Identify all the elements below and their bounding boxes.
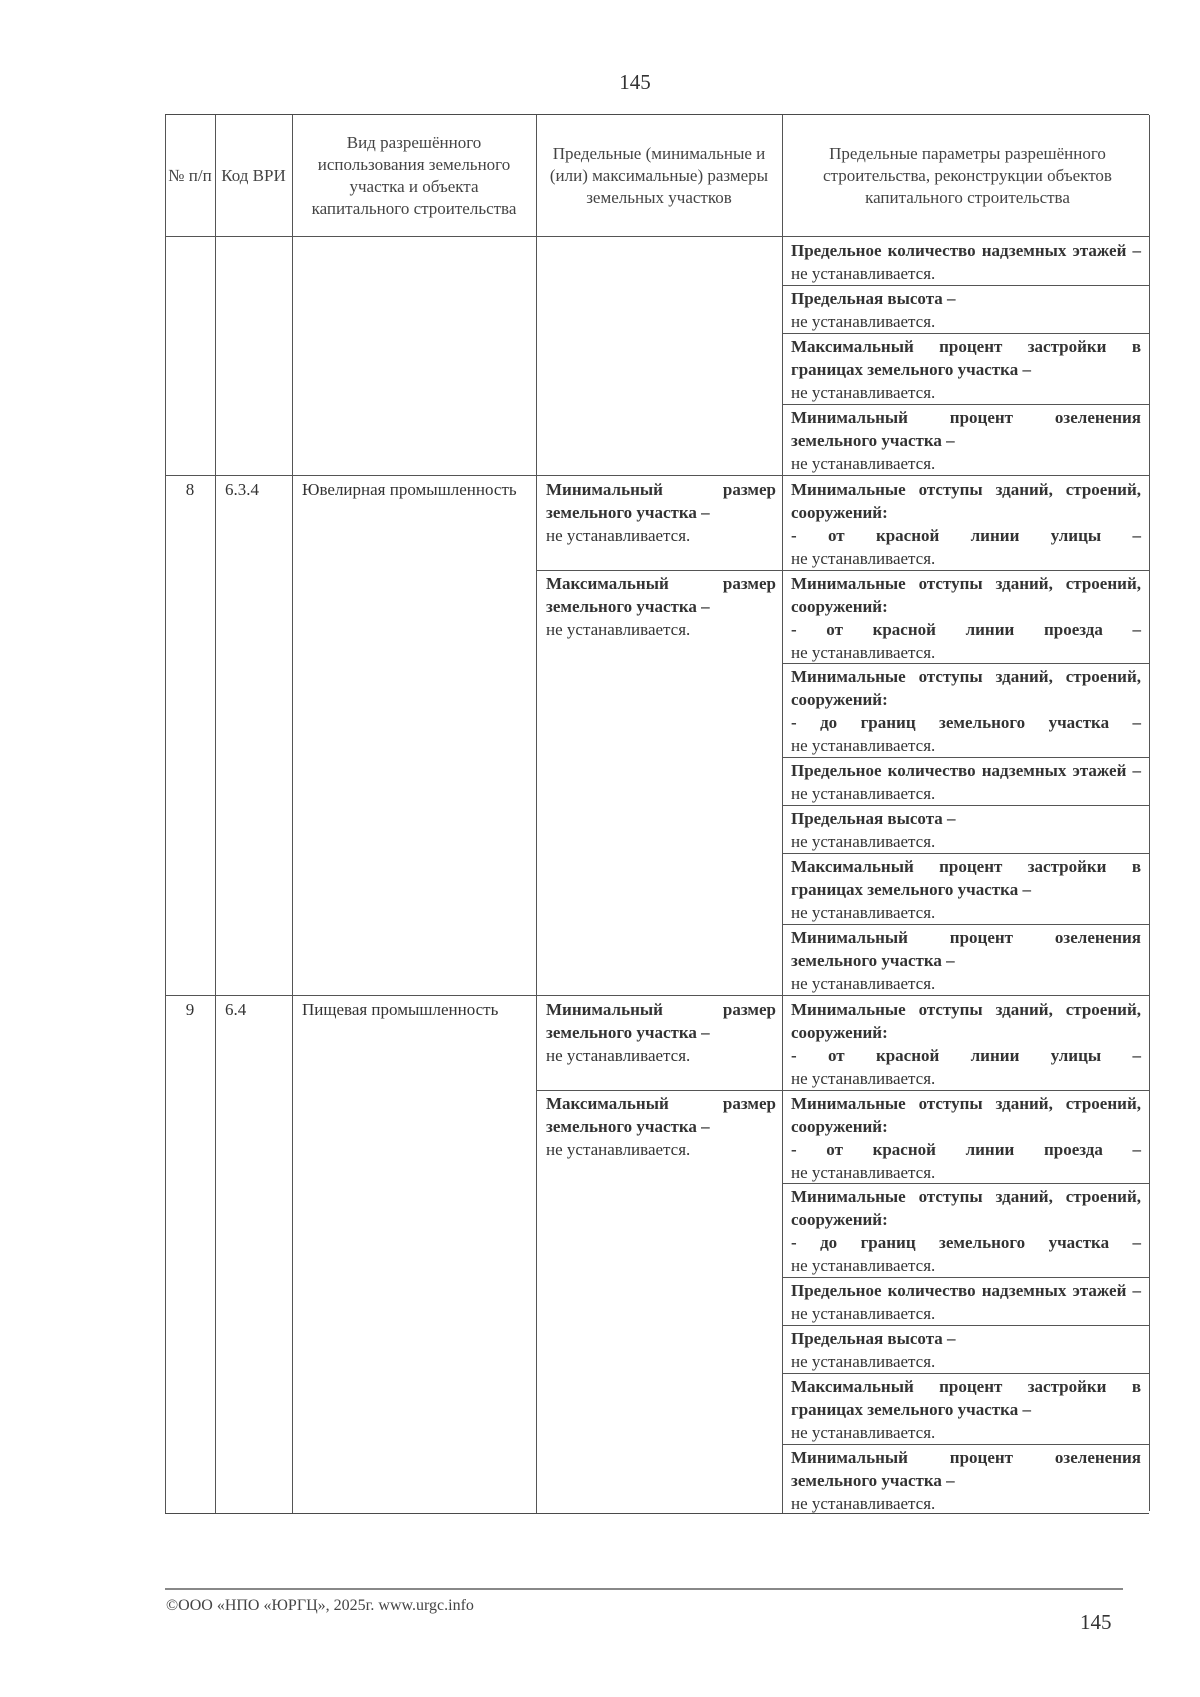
param-value: не устанавливается.: [791, 1163, 936, 1182]
param-label: Минимальные отступы зданий, строений, сооружений:: [791, 1000, 1141, 1042]
size-value: не устанавливается.: [546, 1046, 691, 1065]
header-divider: [165, 236, 1149, 237]
param-divider: [782, 1373, 1149, 1374]
col-divider: [1149, 115, 1150, 1511]
col-divider: [165, 115, 166, 1513]
footer-copyright: ©ООО «НПО «ЮРГЦ», 2025г. www.urgc.info: [166, 1597, 474, 1614]
param-sub: - от красной линии улицы –: [791, 526, 1141, 545]
param-cell: [791, 1279, 1141, 1325]
row-code: 6.4: [225, 1000, 247, 1019]
param-label: Минимальные отступы зданий, строений, сооружений:: [791, 1094, 1141, 1136]
param-value: не устанавливается.: [791, 1423, 936, 1442]
param-divider: [782, 1277, 1149, 1278]
param-label: Максимальный процент застройки в границах земельного участка –: [791, 857, 1141, 899]
row-divider: [165, 995, 1149, 996]
param-cell: [791, 855, 1141, 924]
param-divider: [782, 404, 1149, 405]
row-type: Пищевая промышленность: [302, 1000, 499, 1019]
param-cell: [791, 572, 1141, 664]
param-divider: [782, 663, 1149, 664]
col-divider: [536, 115, 537, 1513]
param-cell: [791, 335, 1141, 404]
param-value: не устанавливается.: [791, 383, 936, 402]
param-cell: [791, 478, 1141, 570]
header-params: Предельные параметры разрешённого строительства, реконструкции объектов капитального строительства: [823, 143, 1112, 207]
param-cell: [791, 759, 1141, 805]
param-value: не устанавливается.: [791, 974, 936, 993]
footer-divider: [165, 1588, 1123, 1590]
size-max-cell: [546, 572, 776, 641]
param-label: Минимальные отступы зданий, строений, сооружений:: [791, 480, 1141, 522]
col-divider: [782, 115, 783, 1513]
header-num: № п/п: [168, 165, 212, 185]
param-value: не устанавливается.: [791, 784, 936, 803]
param-divider: [782, 757, 1149, 758]
param-divider: [782, 1183, 1149, 1184]
size-min-cell: [546, 478, 776, 547]
param-label: Предельное количество надземных этажей –: [791, 241, 1141, 260]
param-divider: [782, 853, 1149, 854]
param-label: Минимальный процент озеленения земельного участка –: [791, 1448, 1141, 1490]
size-min-cell: [546, 998, 776, 1067]
regulations-table: [165, 114, 1149, 1514]
param-value: не устанавливается.: [791, 832, 936, 851]
header-sizes: Предельные (минимальные и (или) максимальные) размеры земельных участков: [549, 143, 769, 207]
size-label: Максимальный размер земельного участка –: [546, 1094, 776, 1136]
header-code: Код ВРИ: [221, 165, 286, 185]
size-value: не устанавливается.: [546, 526, 691, 545]
param-value: не устанавливается.: [791, 312, 936, 331]
param-value: не устанавливается.: [791, 1304, 936, 1323]
param-label: Предельная высота –: [791, 289, 956, 308]
page-number-top: 145: [619, 70, 651, 94]
param-value: не устанавливается.: [791, 736, 936, 755]
param-divider: [782, 285, 1149, 286]
size-divider: [536, 570, 782, 571]
col-divider: [292, 115, 293, 1513]
param-label: Минимальные отступы зданий, строений, сооружений:: [791, 667, 1141, 709]
param-cell: [791, 1375, 1141, 1444]
param-value: не устанавливается.: [791, 1069, 936, 1088]
param-cell: [791, 665, 1141, 757]
param-sub: - от красной линии проезда –: [791, 620, 1141, 639]
param-value: не устанавливается.: [791, 1256, 936, 1275]
param-label: Предельное количество надземных этажей –: [791, 1281, 1141, 1300]
page-number-bottom: 145: [1080, 1610, 1112, 1634]
param-sub: - от красной линии улицы –: [791, 1046, 1141, 1065]
param-value: не устанавливается.: [791, 549, 936, 568]
param-value: не устанавливается.: [791, 454, 936, 473]
param-sub: - от красной линии проезда –: [791, 1140, 1141, 1159]
param-divider: [782, 570, 1149, 571]
param-cell: [791, 239, 1141, 285]
param-label: Минимальный процент озеленения земельного участка –: [791, 928, 1141, 970]
param-divider: [782, 805, 1149, 806]
size-value: не устанавливается.: [546, 1140, 691, 1159]
param-divider: [782, 333, 1149, 334]
size-divider: [536, 1090, 782, 1091]
param-label: Минимальные отступы зданий, строений, сооружений:: [791, 1187, 1141, 1229]
row-num: 9: [185, 1000, 195, 1019]
param-cell: [791, 1185, 1141, 1277]
param-value: не устанавливается.: [791, 264, 936, 283]
size-label: Минимальный размер земельного участка –: [546, 1000, 776, 1042]
param-cell: [791, 287, 1141, 333]
param-label: Предельная высота –: [791, 1329, 956, 1348]
param-cell: [791, 807, 1141, 853]
param-label: Минимальные отступы зданий, строений, сооружений:: [791, 574, 1141, 616]
param-cell: [791, 998, 1141, 1090]
row-num: 8: [185, 480, 195, 499]
param-sub: - до границ земельного участка –: [791, 713, 1141, 732]
param-sub: - до границ земельного участка –: [791, 1233, 1141, 1252]
param-value: не устанавливается.: [791, 1494, 936, 1513]
param-label: Предельная высота –: [791, 809, 956, 828]
row-code: 6.3.4: [225, 480, 259, 499]
size-max-cell: [546, 1092, 776, 1161]
param-cell: [791, 1446, 1141, 1515]
param-label: Максимальный процент застройки в границах земельного участка –: [791, 337, 1141, 379]
size-label: Минимальный размер земельного участка –: [546, 480, 776, 522]
row-divider: [165, 475, 1149, 476]
param-cell: [791, 406, 1141, 475]
param-cell: [791, 1327, 1141, 1373]
param-divider: [782, 1444, 1149, 1445]
param-cell: [791, 1092, 1141, 1184]
row-type: Ювелирная промышленность: [302, 480, 517, 499]
param-label: Максимальный процент застройки в границах земельного участка –: [791, 1377, 1141, 1419]
param-label: Минимальный процент озеленения земельного участка –: [791, 408, 1141, 450]
header-type: Вид разрешённого использования земельного участка и объекта капитального строительства: [311, 132, 517, 218]
size-label: Максимальный размер земельного участка –: [546, 574, 776, 616]
param-label: Предельное количество надземных этажей –: [791, 761, 1141, 780]
param-value: не устанавливается.: [791, 643, 936, 662]
param-value: не устанавливается.: [791, 903, 936, 922]
param-value: не устанавливается.: [791, 1352, 936, 1371]
param-cell: [791, 926, 1141, 995]
col-divider: [215, 115, 216, 1513]
param-divider: [782, 1325, 1149, 1326]
param-divider: [782, 924, 1149, 925]
size-value: не устанавливается.: [546, 620, 691, 639]
param-divider: [782, 1090, 1149, 1091]
